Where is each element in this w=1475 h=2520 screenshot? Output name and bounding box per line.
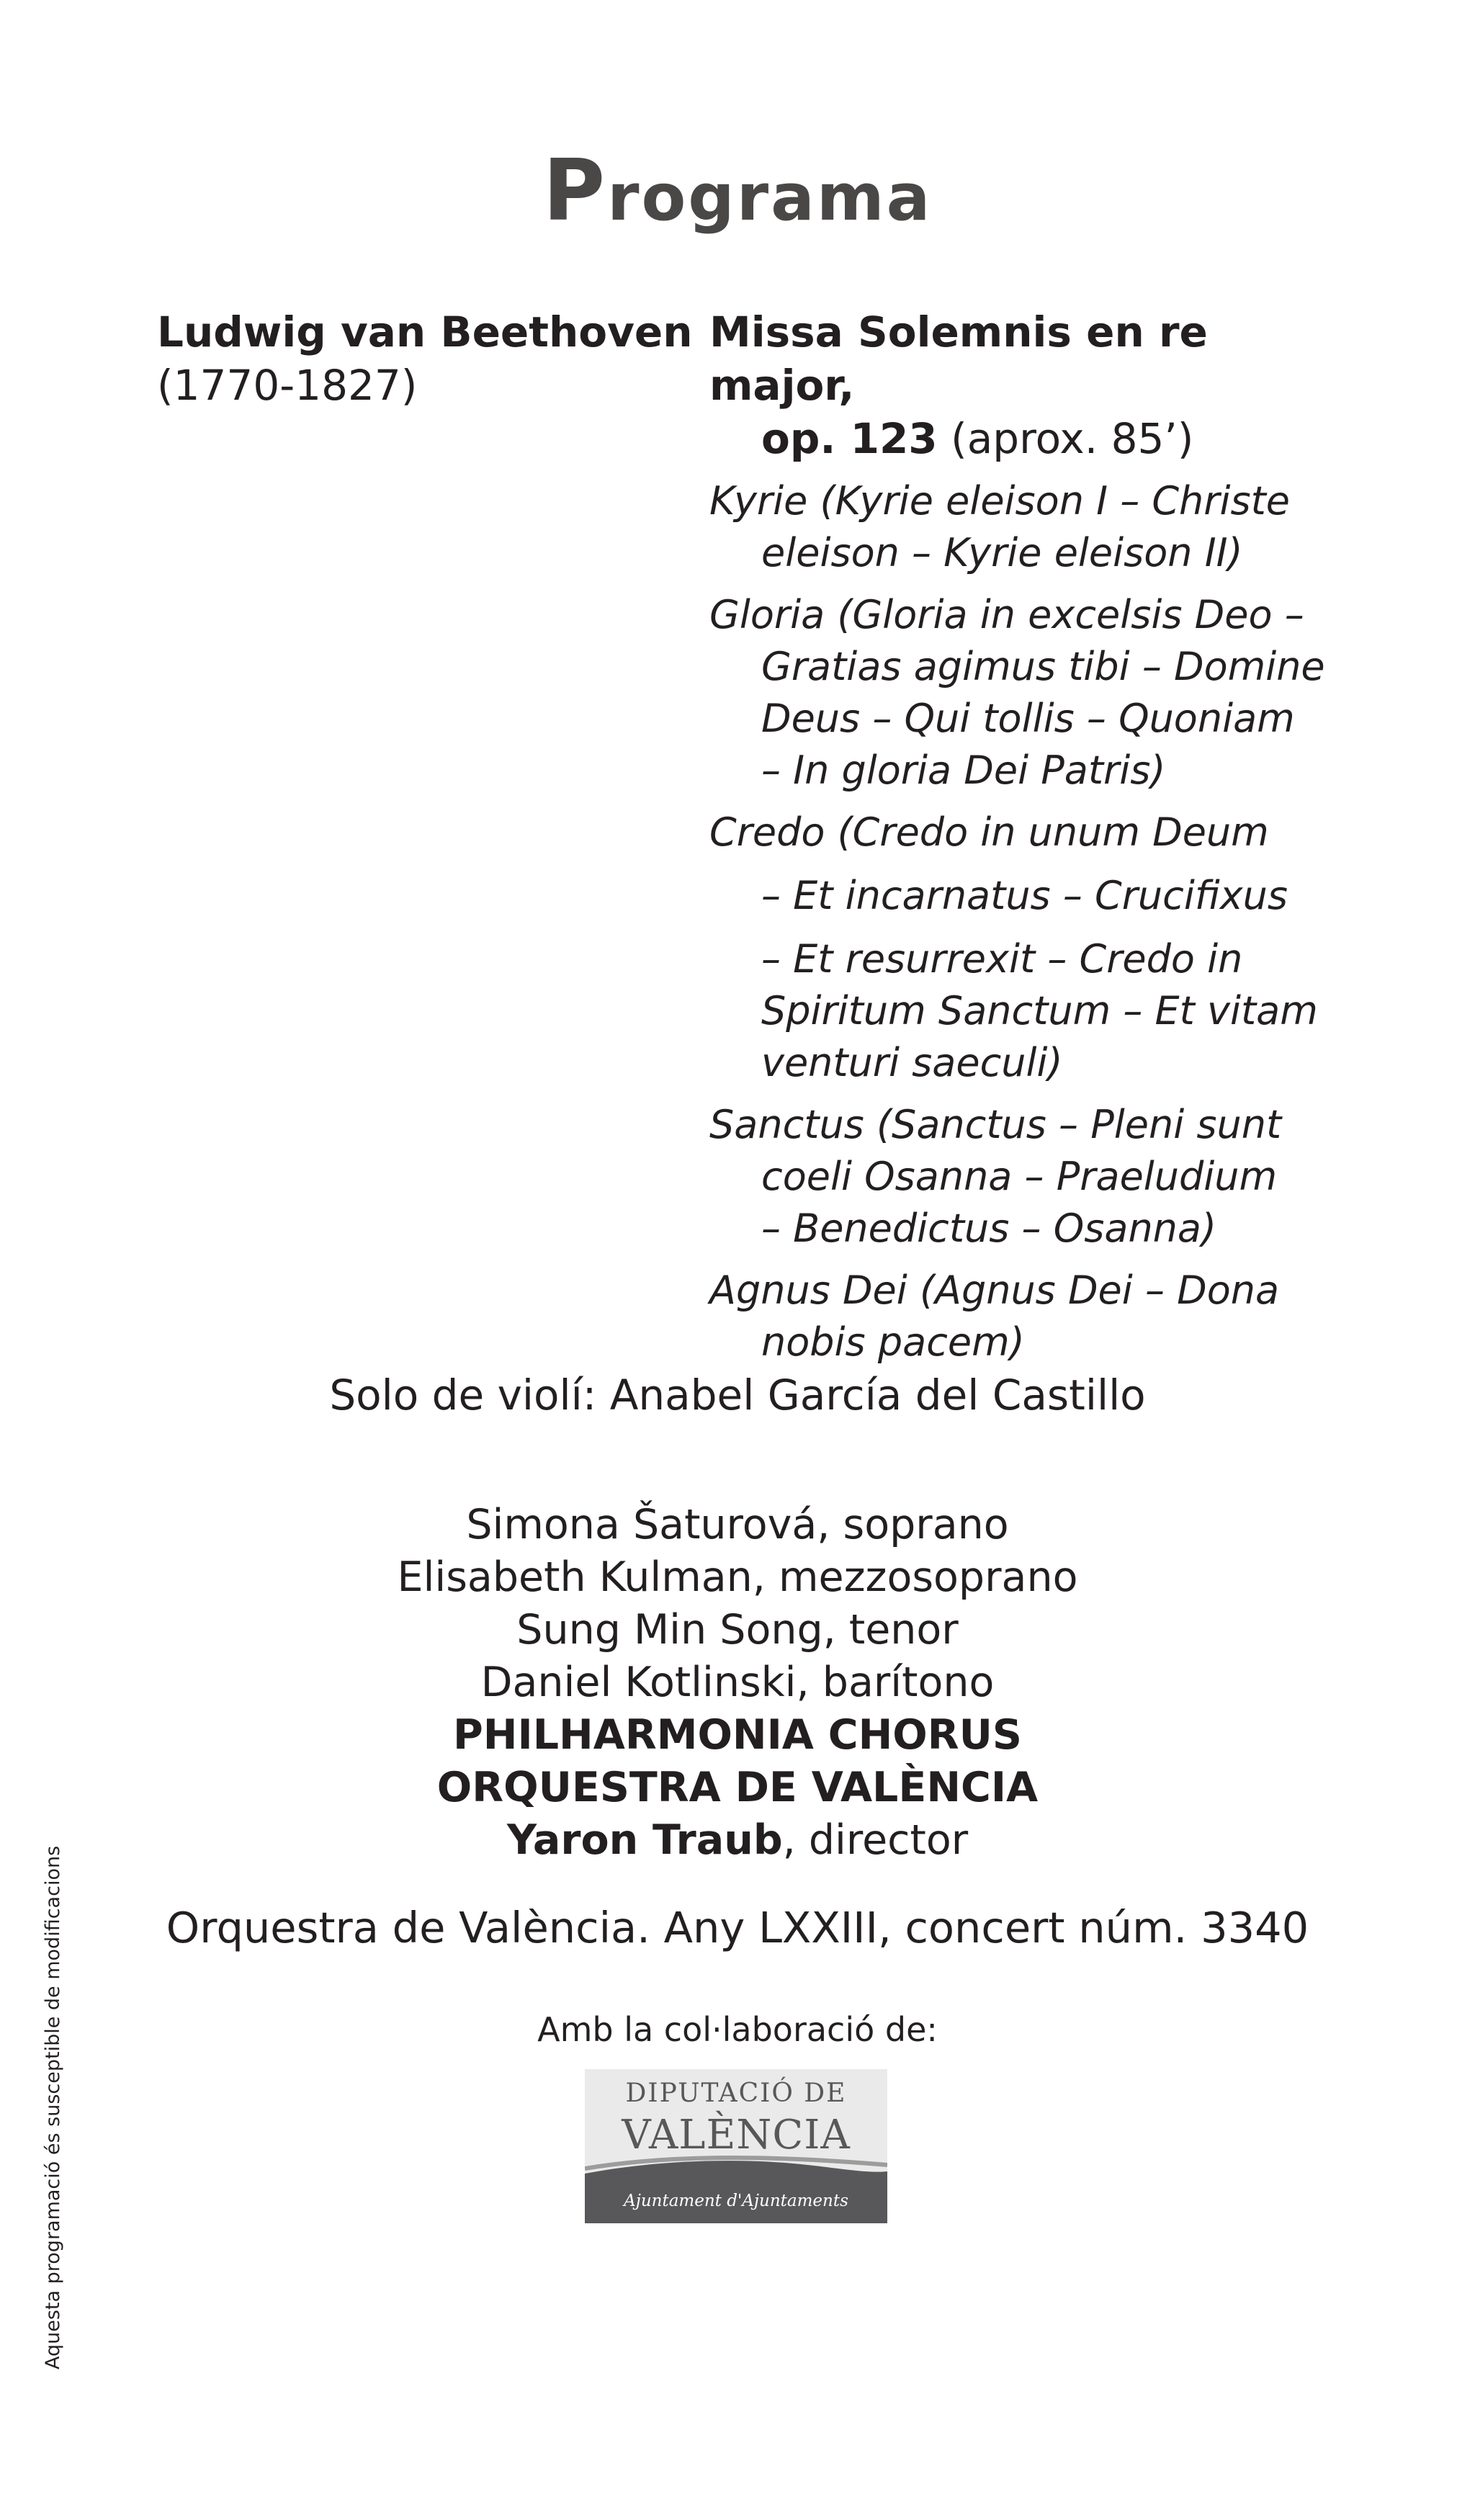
work-title	[709, 305, 1343, 465]
disclaimer-note: Aquesta programació és susceptible de modificacions	[42, 1845, 64, 2369]
concert-info: Orquestra de València. Any LXXIII, concert núm. 3340	[166, 1903, 1309, 1952]
movement-line: venturi saeculi)	[761, 1040, 1063, 1085]
movement-line: Agnus Dei (Agnus Dei – Dona	[709, 1268, 1280, 1313]
performer-soprano: Simona Šaturová, soprano	[466, 1501, 1009, 1548]
movement-line: nobis pacem)	[761, 1319, 1025, 1365]
logo-tagline: Ajuntament d'Ajuntaments	[624, 2192, 848, 2210]
violin-solo: Solo de violí: Anabel García del Castillo	[329, 1371, 1146, 1420]
movement-line: – Et resurrexit – Credo in	[761, 936, 1243, 982]
work-title-line1: Missa Solemnis en re major,	[709, 308, 1208, 410]
work-title-line2	[709, 412, 1343, 465]
movement-line: Credo (Credo in unum Deum	[709, 810, 1269, 855]
movement-gloria	[709, 589, 1343, 797]
diputacio-valencia-logo	[585, 2069, 887, 2223]
composer-name: Ludwig van Beethoven	[157, 308, 693, 357]
composer-dates: (1770-1827)	[157, 361, 418, 410]
logo-line1: DIPUTACIÓ DE	[625, 2079, 847, 2108]
movement-line: eleison – Kyrie eleison II)	[761, 530, 1243, 575]
movement-line: Gratias agimus tibi – Domine	[761, 644, 1325, 689]
movement-line: – In gloria Dei Patris)	[761, 748, 1166, 793]
logo-line2: VALÈNCIA	[622, 2112, 851, 2158]
movement-sanctus	[709, 1099, 1343, 1255]
page-title	[0, 140, 1475, 240]
work-duration: (aprox. 85’)	[937, 414, 1194, 463]
movement-line: Gloria (Gloria in excelsis Deo –	[709, 592, 1304, 637]
movement-line: – Benedictus – Osanna)	[761, 1206, 1217, 1251]
chorus-name: PHILHARMONIA CHORUS	[453, 1711, 1022, 1759]
movement-line: Spiritum Sanctum – Et vitam	[761, 988, 1318, 1033]
movement-line: coeli Osanna – Praeludium	[761, 1154, 1278, 1199]
movement-line: Kyrie (Kyrie eleison I – Christe	[709, 478, 1291, 524]
movement-line: Deus – Qui tollis – Quoniam	[761, 696, 1295, 741]
composer-block	[157, 305, 693, 412]
performer-baritone: Daniel Kotlinski, barítono	[480, 1659, 995, 1706]
opus-number: op. 123	[761, 414, 938, 463]
director-name: Yaron Traub	[506, 1816, 783, 1864]
director-line	[0, 1814, 1475, 1867]
movement-agnus-dei	[709, 1265, 1343, 1368]
work-block	[709, 305, 1343, 1368]
performer-mezzo: Elisabeth Kulman, mezzosoprano	[397, 1553, 1078, 1601]
title-rest: rograma	[607, 160, 933, 236]
movement-credo	[709, 807, 1343, 1089]
title-initial: P	[542, 140, 608, 240]
movement-line: Sanctus (Sanctus – Pleni sunt	[709, 1102, 1282, 1147]
collaboration-label: Amb la col·laboració de:	[537, 2010, 938, 2049]
orchestra-name: ORQUESTRA DE VALÈNCIA	[436, 1764, 1039, 1811]
director-role: , director	[782, 1816, 969, 1864]
movement-line: – Et incarnatus – Crucifixus	[761, 873, 1288, 918]
movement-kyrie	[709, 475, 1343, 579]
performers-list	[0, 1499, 1475, 1867]
performer-tenor: Sung Min Song, tenor	[516, 1606, 959, 1654]
